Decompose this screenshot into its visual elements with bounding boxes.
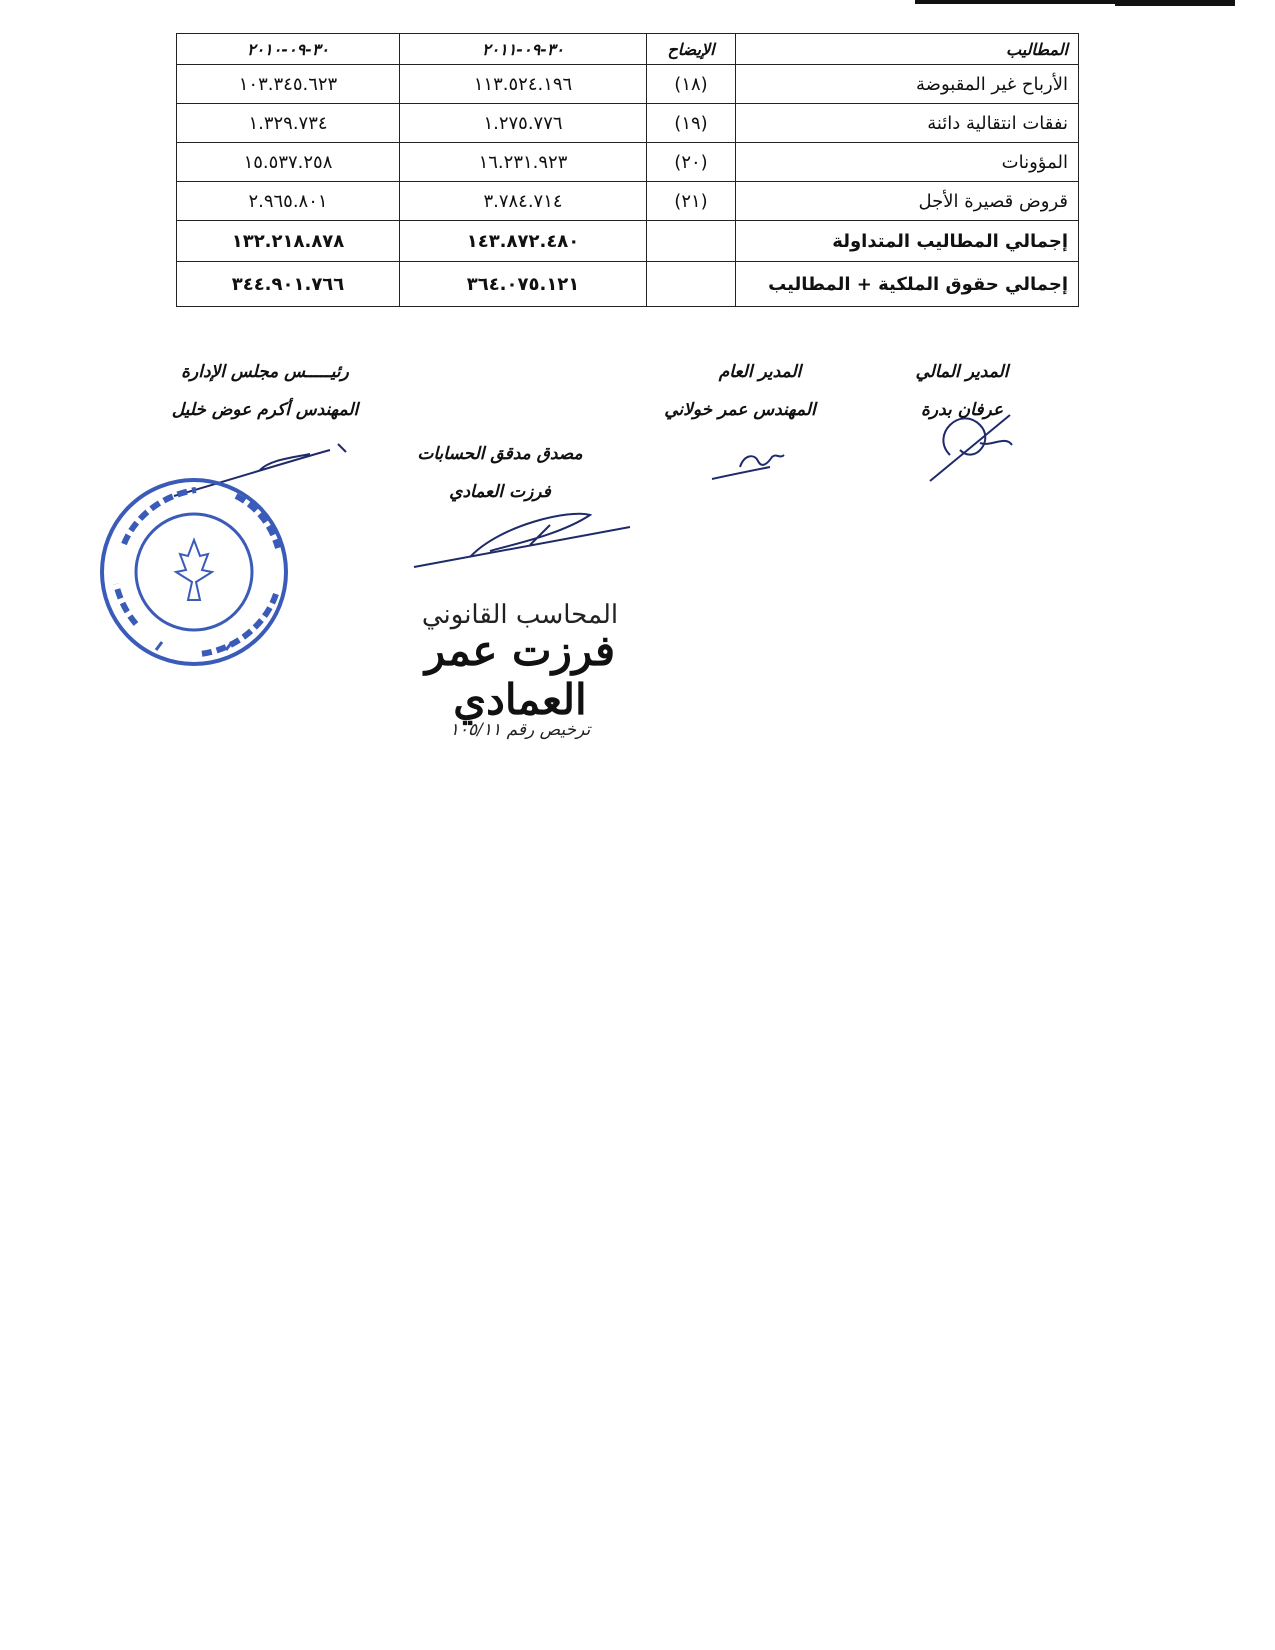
auditor-title: مصدق مدقق الحسابات	[417, 444, 583, 464]
accountant-stamp	[370, 600, 670, 740]
financial-manager-title: المدير المالي	[915, 362, 1009, 382]
grand-total-value-2010: ٣٤٤.٩٠١.٧٦٦	[177, 262, 400, 307]
row-note: (١٨)	[647, 65, 736, 104]
row-desc: المؤونات	[736, 143, 1079, 182]
table-row	[177, 104, 1079, 143]
header-note: الإيضاح	[647, 34, 736, 65]
financial-manager-name: عرفان بدرة	[920, 400, 1003, 420]
total-value-2010: ١٣٢.٢١٨.٨٧٨	[177, 221, 400, 262]
general-manager-title: المدير العام	[718, 362, 802, 382]
auditor-name: فرزت العمادي	[449, 482, 551, 502]
table-row	[177, 182, 1079, 221]
table-header-row	[177, 34, 1079, 65]
row-value-2010: ١.٣٢٩.٧٣٤	[177, 104, 400, 143]
row-note: (٢٠)	[647, 143, 736, 182]
row-note: (٢١)	[647, 182, 736, 221]
table-row	[177, 143, 1079, 182]
header-liabilities: المطاليب	[736, 34, 1079, 65]
liabilities-table	[176, 33, 1079, 307]
auditor-signature	[410, 505, 640, 575]
row-desc: الأرباح غير المقبوضة	[736, 65, 1079, 104]
board-chairman-name: المهندس أكرم عوض خليل	[171, 400, 359, 420]
row-value-2011: ١١٣.٥٢٤.١٩٦	[400, 65, 647, 104]
row-value-2010: ١٠٣.٣٤٥.٦٢٣	[177, 65, 400, 104]
accountant-license: ترخيص رقم ١٠٥/١١	[449, 720, 591, 740]
row-desc: قروض قصيرة الأجل	[736, 182, 1079, 221]
table-row	[177, 65, 1079, 104]
row-value-2011: ١.٢٧٥.٧٧٦	[400, 104, 647, 143]
header-2011: ٣٠-٠٩-٢٠١١	[400, 34, 647, 65]
row-desc: نفقات انتقالية دائنة	[736, 104, 1079, 143]
total-note-empty	[647, 221, 736, 262]
general-manager-name: المهندس عمر خولاني	[664, 400, 816, 420]
row-value-2011: ٣.٧٨٤.٧١٤	[400, 182, 647, 221]
financial-manager-signature	[920, 395, 1020, 485]
general-manager-signature	[710, 445, 790, 485]
total-value-2011: ١٤٣.٨٧٢.٤٨٠	[400, 221, 647, 262]
top-edge-mark	[1115, 0, 1235, 6]
row-value-2011: ١٦.٢٣١.٩٢٣	[400, 143, 647, 182]
row-note: (١٩)	[647, 104, 736, 143]
grand-total-desc: إجمالي حقوق الملكية + المطاليب	[736, 262, 1079, 307]
board-chairman-title: رئيـــــس مجلس الإدارة	[181, 362, 349, 382]
total-desc: إجمالي المطاليب المتداولة	[736, 221, 1079, 262]
header-2010: ٣٠-٠٩-٢٠١٠	[177, 34, 400, 65]
total-current-liabilities-row	[177, 221, 1079, 262]
company-seal-icon	[96, 474, 292, 670]
grand-total-note-empty	[647, 262, 736, 307]
grand-total-row	[177, 262, 1079, 307]
row-value-2010: ٢.٩٦٥.٨٠١	[177, 182, 400, 221]
grand-total-value-2011: ٣٦٤.٠٧٥.١٢١	[400, 262, 647, 307]
accountant-title: المحاسب القانوني	[421, 600, 619, 630]
accountant-name: فرزت عمر العمادي	[424, 626, 616, 724]
row-value-2010: ١٥.٥٣٧.٢٥٨	[177, 143, 400, 182]
